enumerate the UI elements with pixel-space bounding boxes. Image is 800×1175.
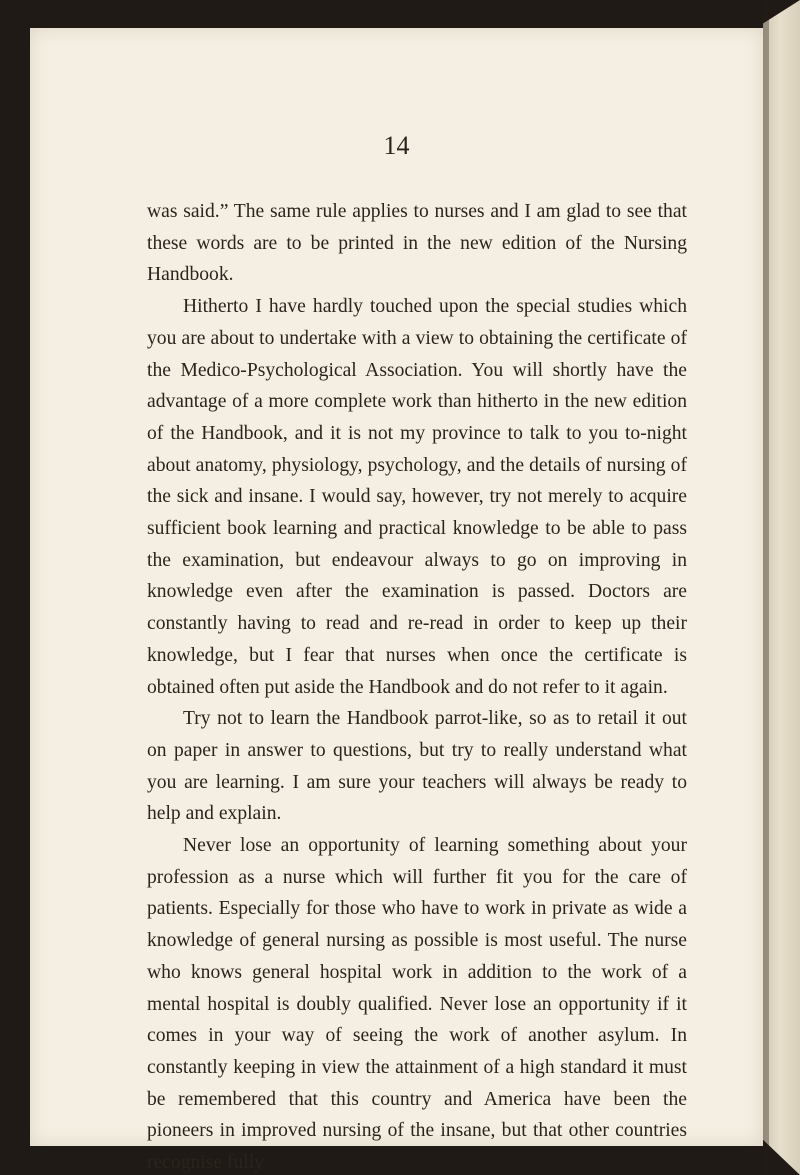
paragraph-continuation: was said.” The same rule applies to nurses and I am glad to see that these words are to be printed in the new edition of the Nursing Handbook. <box>147 201 687 286</box>
paragraph-parrot-like: Try not to learn the Handbook parrot-like, so as to retail it out on paper in answer to questions, but try to really understand what you are learning. I am sure your teachers will always be ready to help and explain. <box>147 708 687 825</box>
paragraph-special-studies: Hitherto I have hardly touched upon the special studies which you are about to undertake with a view to obtaining the certificate of the Medico-Psychological Association. You will shortly have the advantage of a more complete work than hitherto in the new edition of the Handbook, and it is not my province to talk to you to-night about anatomy, physiology, psychology, and the details of nursing of the sick and insane. I would say, however, try not merely to acquire sufficient book learning and practical knowledge to be able to pass the examination, but endeavour always to go on improving in knowledge even after the examination is passed. Doctors are constantly having to read and re-read in order to keep up their knowledge, but I fear that nurses when once the certificate is obtained often put aside the Handbook and do not refer to it again. <box>147 296 687 698</box>
body-text <box>147 196 687 1175</box>
book-page <box>30 28 763 1174</box>
page-gutter-shadow <box>763 0 769 1175</box>
paragraph-never-lose-opportunity: Never lose an opportunity of learning something about your profession as a nurse which will further fit you for the care of patients. Especially for those who have to work in private as wide a knowledge of general nursing as possible is most useful. The nurse who knows general hospital work in addition to the work of a mental hospital is doubly qualified. Never lose an opportunity if it comes in your way of seeing the work of another asylum. In constantly keeping in view the attainment of a high standard it must be remembered that this country and America have been the pioneers in improved nursing of the insane, but that other countries recognise fully <box>147 835 687 1174</box>
page-number: 14 <box>383 131 410 160</box>
